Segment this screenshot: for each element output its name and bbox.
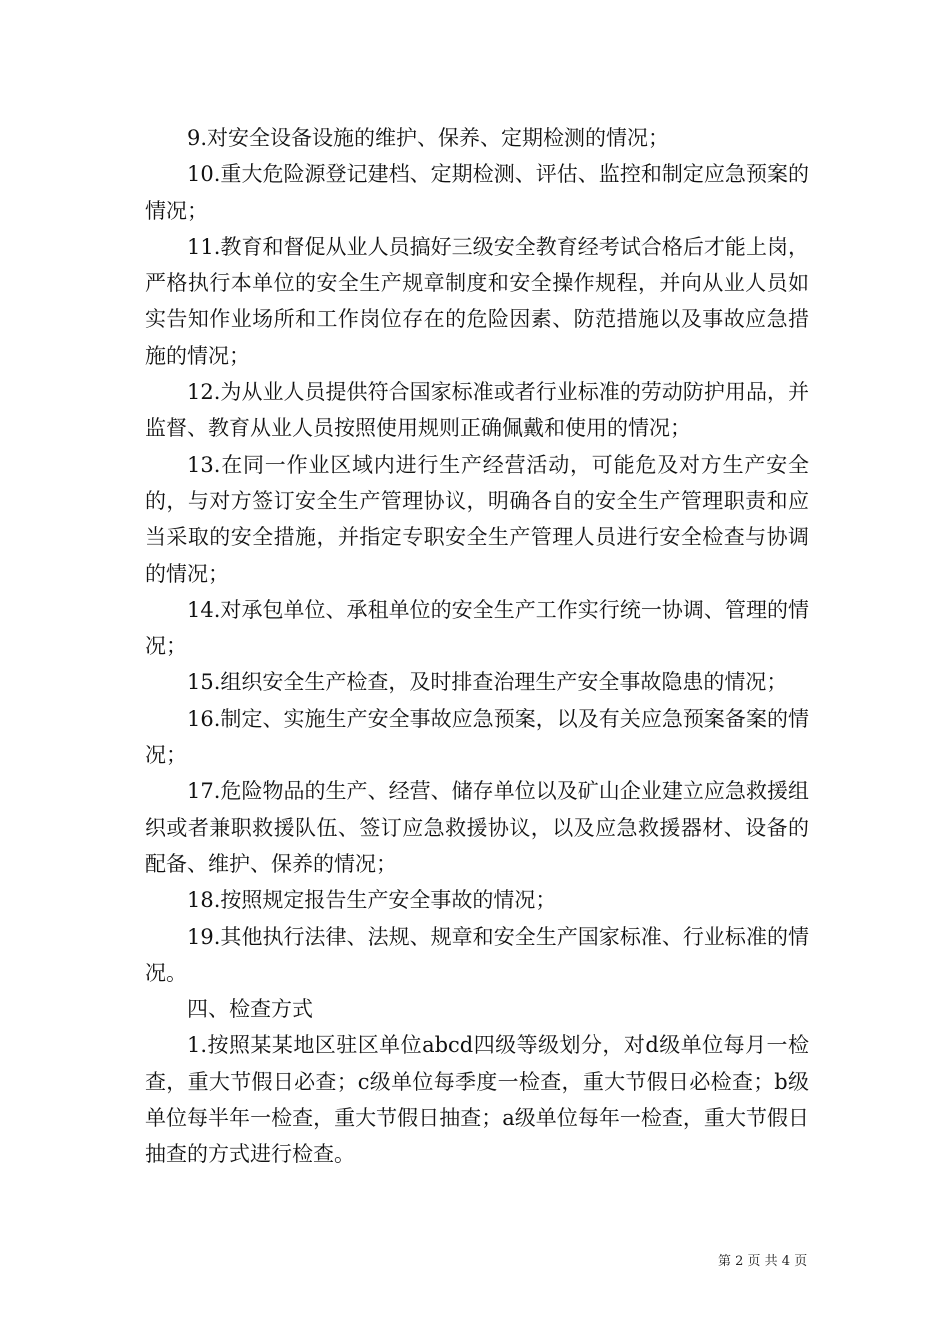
paragraph-inspection-method-1: 1.按照某某地区驻区单位abcd四级等级划分，对d级单位每月一检查，重大节假日必查；c级单位每季度一检查，重大节假日必检查；b级单位每半年一检查，重大节假日抽查；a级单位每年一检查，重大节假日抽查的方式进行检查。: [145, 1033, 809, 1167]
page-number-footer: 第 2 页 共 4 页: [718, 1254, 808, 1269]
paragraph-item-16: 16.制定、实施生产安全事故应急预案，以及有关应急预案备案的情况；: [145, 706, 809, 768]
paragraph-item-9: 9.对安全设备设施的维护、保养、定期检测的情况；: [187, 126, 670, 150]
paragraph-item-10: 10.重大危险源登记建档、定期检测、评估、监控和制定应急预案的情况；: [145, 162, 809, 223]
paragraph-item-15: 15.组织安全生产检查，及时排查治理生产安全事故隐患的情况；: [187, 670, 788, 695]
paragraph-item-13: 13.在同一作业区域内进行生产经营活动，可能危及对方生产安全的，与对方签订安全生产管理协议，明确各自的安全生产管理职责和应当采取的安全措施，并指定专职安全生产管理人员进行安全检查与协调的情况；: [145, 452, 809, 586]
section-heading: 四、检查方式: [187, 997, 313, 1022]
paragraph-item-19: 19.其他执行法律、法规、规章和安全生产国家标准、行业标准的情况。: [145, 924, 809, 985]
document-body: [145, 120, 809, 1173]
paragraph-item-17: 17.危险物品的生产、经营、储存单位以及矿山企业建立应急救援组织或者兼职救援队伍、签订应急救援协议，以及应急救援器材、设备的配备、维护、保养的情况；: [145, 779, 809, 876]
paragraph-item-11: 11.教育和督促从业人员搞好三级安全教育经考试合格后才能上岗，严格执行本单位的安全生产规章制度和安全操作规程，并向从业人员如实告知作业场所和工作岗位存在的危险因素、防范措施以及事故应急措施的情况；: [145, 234, 809, 368]
paragraph-item-18: 18.按照规定报告生产安全事故的情况；: [187, 888, 557, 913]
paragraph-item-14: 14.对承包单位、承租单位的安全生产工作实行统一协调、管理的情况；: [145, 597, 809, 659]
paragraph-item-12: 12.为从业人员提供符合国家标准或者行业标准的劳动防护用品，并监督、教育从业人员按照使用规则正确佩戴和使用的情况；: [145, 380, 809, 441]
